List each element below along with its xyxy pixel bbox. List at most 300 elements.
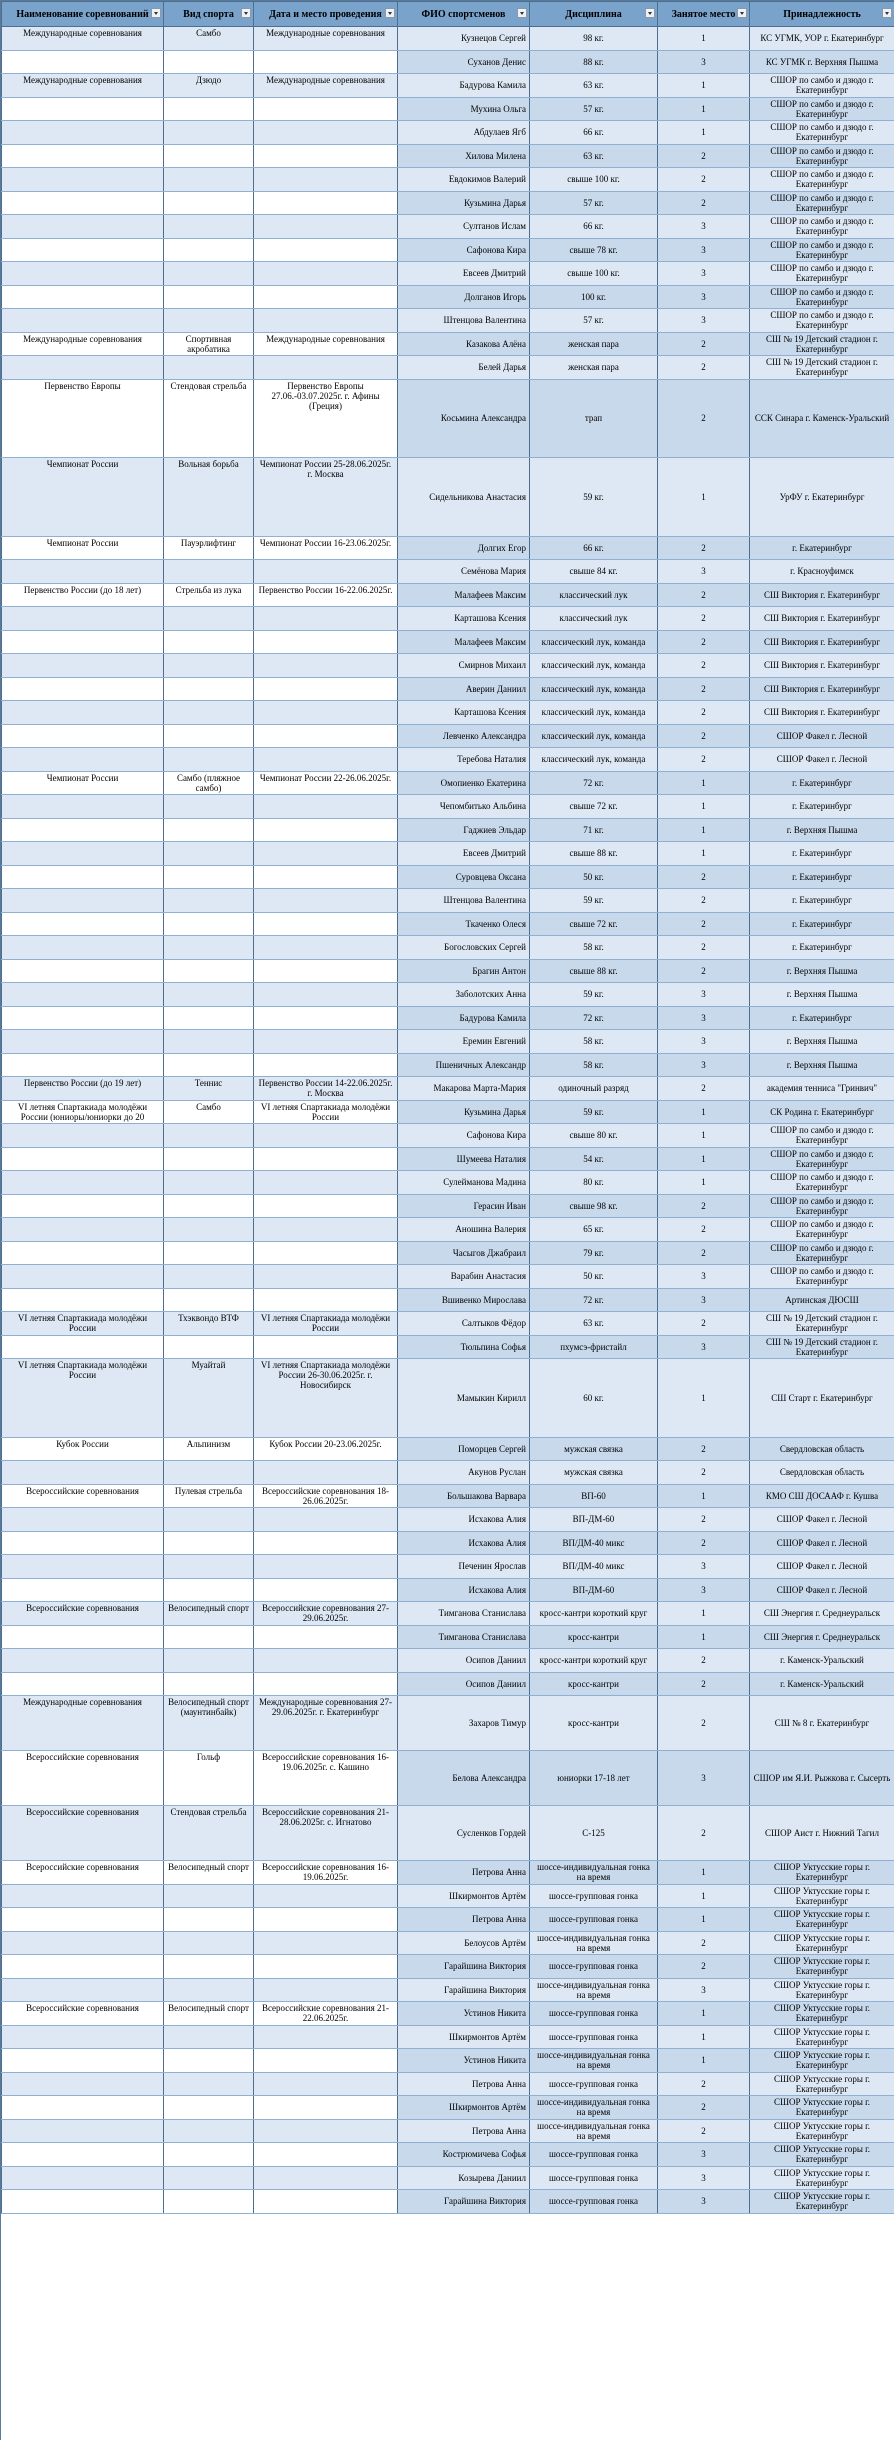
cell-competition[interactable] [2,1335,164,1359]
cell-date-place[interactable] [254,865,398,889]
cell-affiliation[interactable]: академия тенниса "Гринвич" [750,1077,894,1101]
cell-date-place[interactable] [254,1884,398,1908]
cell-date-place[interactable] [254,2049,398,2073]
cell-place[interactable]: 2 [658,1955,750,1979]
cell-competition[interactable] [2,1241,164,1265]
cell-sport[interactable] [164,1006,254,1030]
cell-sport[interactable] [164,1241,254,1265]
cell-place[interactable]: 1 [658,1908,750,1932]
cell-competition[interactable] [2,356,164,380]
cell-competition[interactable] [2,1461,164,1485]
cell-athlete[interactable]: Долгих Егор [398,536,530,560]
cell-sport[interactable]: Самбо [164,1100,254,1124]
cell-sport[interactable]: Самбо [164,27,254,51]
cell-athlete[interactable]: Исхакова Алия [398,1578,530,1602]
cell-competition[interactable] [2,654,164,678]
cell-date-place[interactable] [254,1124,398,1148]
cell-athlete[interactable]: Гарайшина Виктория [398,1978,530,2002]
cell-affiliation[interactable]: г. Екатеринбург [750,536,894,560]
cell-competition[interactable] [2,2096,164,2120]
cell-date-place[interactable] [254,1508,398,1532]
cell-discipline[interactable]: трап [530,379,658,458]
cell-discipline[interactable]: 72 кг. [530,1006,658,1030]
cell-place[interactable]: 2 [658,959,750,983]
cell-discipline[interactable]: ВП/ДМ-40 микс [530,1555,658,1579]
cell-athlete[interactable]: Бадурова Камила [398,74,530,98]
cell-discipline[interactable]: 63 кг. [530,1312,658,1336]
cell-date-place[interactable]: Первенство России 16-22.06.2025г. [254,583,398,607]
cell-sport[interactable]: Гольф [164,1751,254,1806]
cell-place[interactable]: 2 [658,1218,750,1242]
cell-date-place[interactable]: Международные соревнования [254,332,398,356]
cell-affiliation[interactable]: г. Екатеринбург [750,936,894,960]
cell-discipline[interactable]: кросс-кантри короткий круг [530,1649,658,1673]
cell-discipline[interactable]: шоссе-групповая гонка [530,2166,658,2190]
filter-dropdown-icon[interactable] [151,8,161,18]
cell-place[interactable]: 3 [658,983,750,1007]
cell-competition[interactable] [2,701,164,725]
cell-date-place[interactable] [254,912,398,936]
cell-date-place[interactable]: Чемпионат России 16-23.06.2025г. [254,536,398,560]
cell-place[interactable]: 2 [658,1077,750,1101]
cell-sport[interactable] [164,1625,254,1649]
cell-athlete[interactable]: Кострюмичева Софья [398,2143,530,2167]
cell-date-place[interactable]: Первенство Европы 27.06.-03.07.2025г. г. Афины (Греция) [254,379,398,458]
cell-sport[interactable] [164,309,254,333]
cell-date-place[interactable] [254,238,398,262]
cell-affiliation[interactable]: СШОР по самбо и дзюдо г. Екатеринбург [750,74,894,98]
cell-competition[interactable]: Чемпионат России [2,458,164,537]
cell-competition[interactable] [2,748,164,772]
cell-discipline[interactable]: 50 кг. [530,865,658,889]
cell-place[interactable]: 1 [658,458,750,537]
cell-affiliation[interactable]: СШОР по самбо и дзюдо г. Екатеринбург [750,238,894,262]
cell-competition[interactable] [2,1124,164,1148]
cell-date-place[interactable]: VI летняя Спартакиада молодёжи России [254,1312,398,1336]
cell-affiliation[interactable]: СШОР Факел г. Лесной [750,1578,894,1602]
cell-discipline[interactable]: 59 кг. [530,983,658,1007]
cell-sport[interactable]: Вольная борьба [164,458,254,537]
cell-affiliation[interactable]: г. Екатеринбург [750,912,894,936]
cell-date-place[interactable] [254,2143,398,2167]
cell-date-place[interactable] [254,168,398,192]
cell-competition[interactable]: Чемпионат России [2,536,164,560]
cell-affiliation[interactable]: СШ Виктория г. Екатеринбург [750,583,894,607]
cell-date-place[interactable] [254,1335,398,1359]
cell-discipline[interactable]: свыше 84 кг. [530,560,658,584]
cell-athlete[interactable]: Мамыкин Кирилл [398,1359,530,1438]
cell-discipline[interactable]: свыше 100 кг. [530,262,658,286]
cell-competition[interactable] [2,285,164,309]
cell-sport[interactable] [164,1555,254,1579]
cell-affiliation[interactable]: ССК Синара г. Каменск-Уральский [750,379,894,458]
cell-affiliation[interactable]: СШ Энергия г. Среднеуральск [750,1602,894,1626]
cell-place[interactable]: 2 [658,1241,750,1265]
cell-affiliation[interactable]: СШ № 19 Детский стадион г. Екатеринбург [750,332,894,356]
cell-date-place[interactable] [254,97,398,121]
cell-sport[interactable] [164,2190,254,2214]
cell-competition[interactable] [2,1171,164,1195]
cell-discipline[interactable]: классический лук [530,607,658,631]
cell-discipline[interactable]: 71 кг. [530,818,658,842]
column-header-place[interactable] [658,2,750,27]
cell-place[interactable]: 2 [658,1696,750,1751]
cell-sport[interactable] [164,630,254,654]
cell-date-place[interactable] [254,607,398,631]
cell-sport[interactable]: Стендовая стрельба [164,379,254,458]
cell-affiliation[interactable]: СШОР по самбо и дзюдо г. Екатеринбург [750,1265,894,1289]
cell-competition[interactable] [2,912,164,936]
cell-competition[interactable]: Всероссийские соревнования [2,1751,164,1806]
cell-affiliation[interactable]: Свердловская область [750,1437,894,1461]
filter-dropdown-icon[interactable] [645,8,655,18]
cell-date-place[interactable]: Международные соревнования 27-29.06.2025г. г. Екатеринбург [254,1696,398,1751]
cell-discipline[interactable]: свыше 100 кг. [530,168,658,192]
cell-discipline[interactable]: шоссе-групповая гонка [530,2072,658,2096]
cell-place[interactable]: 3 [658,2166,750,2190]
cell-sport[interactable] [164,959,254,983]
cell-date-place[interactable] [254,1578,398,1602]
cell-competition[interactable] [2,1908,164,1932]
cell-competition[interactable] [2,2119,164,2143]
cell-date-place[interactable] [254,1931,398,1955]
cell-date-place[interactable] [254,1006,398,1030]
cell-competition[interactable] [2,1884,164,1908]
cell-affiliation[interactable]: г. Екатеринбург [750,771,894,795]
cell-athlete[interactable]: Белей Дарья [398,356,530,380]
filter-dropdown-icon[interactable] [241,8,251,18]
cell-discipline[interactable]: шоссе-групповая гонка [530,1884,658,1908]
cell-discipline[interactable]: классический лук [530,583,658,607]
cell-competition[interactable] [2,1194,164,1218]
cell-date-place[interactable] [254,701,398,725]
cell-athlete[interactable]: Малафеев Максим [398,583,530,607]
cell-discipline[interactable]: ВП-ДМ-60 [530,1578,658,1602]
filter-dropdown-icon[interactable] [737,8,747,18]
cell-sport[interactable] [164,2049,254,2073]
cell-sport[interactable] [164,1884,254,1908]
filter-dropdown-icon[interactable] [882,8,892,18]
cell-competition[interactable] [2,630,164,654]
cell-competition[interactable]: Международные соревнования [2,1696,164,1751]
cell-sport[interactable] [164,889,254,913]
cell-sport[interactable] [164,1578,254,1602]
cell-competition[interactable]: Всероссийские соревнования [2,2002,164,2026]
cell-athlete[interactable]: Брагин Антон [398,959,530,983]
cell-affiliation[interactable]: г. Екатеринбург [750,889,894,913]
cell-date-place[interactable] [254,1461,398,1485]
cell-place[interactable]: 2 [658,1437,750,1461]
cell-discipline[interactable]: свыше 72 кг. [530,912,658,936]
cell-place[interactable]: 3 [658,215,750,239]
cell-discipline[interactable]: шоссе-групповая гонка [530,2143,658,2167]
cell-discipline[interactable]: 54 кг. [530,1147,658,1171]
cell-affiliation[interactable]: КС УГМК, УОР г. Екатеринбург [750,27,894,51]
cell-date-place[interactable]: Первенство России 14-22.06.2025г. г. Москва [254,1077,398,1101]
cell-affiliation[interactable]: СШОР Уктусские горы г. Екатеринбург [750,2096,894,2120]
cell-date-place[interactable] [254,144,398,168]
cell-date-place[interactable] [254,309,398,333]
cell-affiliation[interactable]: СШ № 8 г. Екатеринбург [750,1696,894,1751]
cell-competition[interactable] [2,1006,164,1030]
cell-discipline[interactable]: 50 кг. [530,1265,658,1289]
cell-place[interactable]: 2 [658,1806,750,1861]
cell-athlete[interactable]: Акунов Руслан [398,1461,530,1485]
cell-competition[interactable] [2,1508,164,1532]
cell-competition[interactable] [2,1978,164,2002]
cell-competition[interactable]: Первенство России (до 19 лет) [2,1077,164,1101]
cell-date-place[interactable] [254,959,398,983]
cell-affiliation[interactable]: СШОР Уктусские горы г. Екатеринбург [750,2166,894,2190]
cell-sport[interactable]: Альпинизм [164,1437,254,1461]
cell-competition[interactable] [2,2072,164,2096]
cell-discipline[interactable]: свыше 88 кг. [530,842,658,866]
cell-affiliation[interactable]: КМО СШ ДОСААФ г. Кушва [750,1484,894,1508]
cell-discipline[interactable]: 88 кг. [530,50,658,74]
cell-sport[interactable]: Муайтай [164,1359,254,1438]
cell-place[interactable]: 3 [658,285,750,309]
cell-competition[interactable]: Международные соревнования [2,332,164,356]
cell-place[interactable]: 2 [658,1461,750,1485]
cell-athlete[interactable]: Абдулаев Ягб [398,121,530,145]
cell-affiliation[interactable]: СШОР Уктусские горы г. Екатеринбург [750,2072,894,2096]
cell-discipline[interactable]: С-125 [530,1806,658,1861]
cell-sport[interactable] [164,701,254,725]
cell-discipline[interactable]: свыше 98 кг. [530,1194,658,1218]
cell-place[interactable]: 1 [658,121,750,145]
cell-athlete[interactable]: Косьмина Александра [398,379,530,458]
cell-place[interactable]: 2 [658,1508,750,1532]
cell-date-place[interactable] [254,2072,398,2096]
cell-discipline[interactable]: шоссе-групповая гонка [530,2002,658,2026]
cell-competition[interactable] [2,262,164,286]
cell-sport[interactable] [164,818,254,842]
cell-competition[interactable] [2,1931,164,1955]
cell-discipline[interactable]: юниорки 17-18 лет [530,1751,658,1806]
cell-athlete[interactable]: Евсеев Дмитрий [398,262,530,286]
cell-place[interactable]: 2 [658,332,750,356]
cell-discipline[interactable]: 98 кг. [530,27,658,51]
cell-sport[interactable] [164,1194,254,1218]
cell-place[interactable]: 3 [658,1006,750,1030]
cell-athlete[interactable]: Большакова Варвара [398,1484,530,1508]
cell-place[interactable]: 2 [658,379,750,458]
cell-athlete[interactable]: Исхакова Алия [398,1508,530,1532]
column-header-date-place[interactable] [254,2,398,27]
cell-competition[interactable]: Всероссийские соревнования [2,1861,164,1885]
cell-discipline[interactable]: шоссе-индивидуальная гонка на время [530,1931,658,1955]
cell-competition[interactable]: Всероссийские соревнования [2,1602,164,1626]
cell-date-place[interactable] [254,1908,398,1932]
cell-sport[interactable] [164,748,254,772]
cell-place[interactable]: 1 [658,1625,750,1649]
cell-discipline[interactable]: кросс-кантри короткий круг [530,1602,658,1626]
cell-date-place[interactable] [254,795,398,819]
cell-athlete[interactable]: Исхакова Алия [398,1531,530,1555]
cell-place[interactable]: 2 [658,536,750,560]
cell-date-place[interactable]: Всероссийские соревнования 16-19.06.2025г. [254,1861,398,1885]
cell-affiliation[interactable]: СШ Виктория г. Екатеринбург [750,677,894,701]
cell-competition[interactable] [2,97,164,121]
cell-athlete[interactable]: Теребова Наталия [398,748,530,772]
cell-athlete[interactable]: Мухина Ольга [398,97,530,121]
cell-discipline[interactable]: 59 кг. [530,458,658,537]
cell-place[interactable]: 2 [658,191,750,215]
cell-affiliation[interactable]: СШ Виктория г. Екатеринбург [750,654,894,678]
cell-discipline[interactable]: 57 кг. [530,97,658,121]
cell-place[interactable]: 2 [658,1312,750,1336]
cell-place[interactable]: 1 [658,1171,750,1195]
cell-discipline[interactable]: 72 кг. [530,771,658,795]
cell-sport[interactable]: Велосипедный спорт (маунтинбайк) [164,1696,254,1751]
cell-discipline[interactable]: свыше 88 кг. [530,959,658,983]
cell-discipline[interactable]: классический лук, команда [530,677,658,701]
cell-competition[interactable]: VI летняя Спартакиада молодёжи России (юниоры/юниорки до 20 [2,1100,164,1124]
cell-sport[interactable] [164,912,254,936]
cell-affiliation[interactable]: СШОР по самбо и дзюдо г. Екатеринбург [750,262,894,286]
cell-discipline[interactable]: шоссе-групповая гонка [530,2190,658,2214]
cell-discipline[interactable]: одиночный разряд [530,1077,658,1101]
cell-competition[interactable] [2,842,164,866]
cell-affiliation[interactable]: СШОР Уктусские горы г. Екатеринбург [750,1884,894,1908]
cell-affiliation[interactable]: г. Каменск-Уральский [750,1649,894,1673]
cell-place[interactable]: 1 [658,2049,750,2073]
cell-place[interactable]: 2 [658,748,750,772]
cell-discipline[interactable]: кросс-кантри [530,1672,658,1696]
cell-sport[interactable] [164,983,254,1007]
cell-sport[interactable]: Тхэквондо ВТФ [164,1312,254,1336]
cell-place[interactable]: 1 [658,97,750,121]
cell-date-place[interactable] [254,285,398,309]
cell-sport[interactable] [164,2119,254,2143]
cell-affiliation[interactable]: СШОР по самбо и дзюдо г. Екатеринбург [750,191,894,215]
cell-competition[interactable]: Чемпионат России [2,771,164,795]
column-header-affiliation[interactable] [750,2,894,27]
cell-place[interactable]: 1 [658,1124,750,1148]
cell-discipline[interactable]: шоссе-групповая гонка [530,2025,658,2049]
cell-athlete[interactable]: Тимганова Станислава [398,1625,530,1649]
cell-date-place[interactable] [254,191,398,215]
cell-discipline[interactable]: 80 кг. [530,1171,658,1195]
cell-date-place[interactable] [254,1288,398,1312]
cell-place[interactable]: 1 [658,1861,750,1885]
cell-place[interactable]: 2 [658,144,750,168]
cell-date-place[interactable] [254,1053,398,1077]
cell-competition[interactable]: VI летняя Спартакиада молодёжи России [2,1312,164,1336]
cell-sport[interactable] [164,50,254,74]
cell-athlete[interactable]: Карташова Ксения [398,607,530,631]
cell-place[interactable]: 1 [658,818,750,842]
cell-date-place[interactable] [254,1171,398,1195]
cell-date-place[interactable] [254,1978,398,2002]
cell-place[interactable]: 1 [658,771,750,795]
cell-affiliation[interactable]: г. Верхняя Пышма [750,818,894,842]
cell-sport[interactable] [164,1931,254,1955]
cell-affiliation[interactable]: СШОР по самбо и дзюдо г. Екатеринбург [750,1241,894,1265]
cell-place[interactable]: 2 [658,630,750,654]
cell-discipline[interactable]: классический лук, команда [530,748,658,772]
cell-date-place[interactable] [254,842,398,866]
cell-discipline[interactable]: 66 кг. [530,121,658,145]
cell-date-place[interactable]: Кубок России 20-23.06.2025г. [254,1437,398,1461]
cell-competition[interactable] [2,1531,164,1555]
cell-discipline[interactable]: классический лук, команда [530,724,658,748]
cell-competition[interactable] [2,1672,164,1696]
cell-place[interactable]: 2 [658,936,750,960]
cell-athlete[interactable]: Варабин Анастасия [398,1265,530,1289]
cell-athlete[interactable]: Кузьмина Дарья [398,1100,530,1124]
cell-discipline[interactable]: 59 кг. [530,1100,658,1124]
cell-place[interactable]: 2 [658,2072,750,2096]
cell-affiliation[interactable]: г. Верхняя Пышма [750,1030,894,1054]
cell-sport[interactable]: Дзюдо [164,74,254,98]
cell-place[interactable]: 1 [658,1484,750,1508]
cell-place[interactable]: 2 [658,724,750,748]
cell-competition[interactable] [2,1053,164,1077]
cell-athlete[interactable]: Сусленков Гордей [398,1806,530,1861]
cell-sport[interactable] [164,2072,254,2096]
cell-place[interactable]: 2 [658,701,750,725]
cell-discipline[interactable]: 63 кг. [530,144,658,168]
cell-competition[interactable] [2,959,164,983]
cell-affiliation[interactable]: СШОР Факел г. Лесной [750,724,894,748]
cell-date-place[interactable] [254,1241,398,1265]
cell-affiliation[interactable]: СШОР по самбо и дзюдо г. Екатеринбург [750,215,894,239]
cell-affiliation[interactable]: г. Каменск-Уральский [750,1672,894,1696]
cell-discipline[interactable]: свыше 80 кг. [530,1124,658,1148]
cell-athlete[interactable]: Гарайшина Виктория [398,2190,530,2214]
cell-date-place[interactable]: Международные соревнования [254,74,398,98]
cell-athlete[interactable]: Вшивенко Мирослава [398,1288,530,1312]
cell-affiliation[interactable]: СШОР по самбо и дзюдо г. Екатеринбург [750,97,894,121]
cell-affiliation[interactable]: г. Екатеринбург [750,842,894,866]
cell-place[interactable]: 3 [658,309,750,333]
cell-athlete[interactable]: Петрова Анна [398,1861,530,1885]
cell-competition[interactable] [2,50,164,74]
cell-sport[interactable]: Пулевая стрельба [164,1484,254,1508]
cell-athlete[interactable]: Штенцова Валентина [398,309,530,333]
cell-athlete[interactable]: Макарова Марта-Мария [398,1077,530,1101]
cell-athlete[interactable]: Осипов Даниил [398,1649,530,1673]
cell-athlete[interactable]: Шкирмонтов Артём [398,2025,530,2049]
cell-place[interactable]: 1 [658,1602,750,1626]
cell-affiliation[interactable]: г. Екатеринбург [750,795,894,819]
cell-competition[interactable] [2,795,164,819]
cell-discipline[interactable]: 100 кг. [530,285,658,309]
cell-discipline[interactable]: шоссе-индивидуальная гонка на время [530,1861,658,1885]
cell-date-place[interactable] [254,215,398,239]
cell-athlete[interactable]: Суханов Денис [398,50,530,74]
cell-place[interactable]: 3 [658,50,750,74]
cell-discipline[interactable]: мужская связка [530,1461,658,1485]
cell-date-place[interactable] [254,2096,398,2120]
cell-sport[interactable] [164,238,254,262]
cell-discipline[interactable]: 59 кг. [530,889,658,913]
cell-date-place[interactable] [254,1955,398,1979]
cell-place[interactable]: 1 [658,27,750,51]
cell-discipline[interactable]: 58 кг. [530,1030,658,1054]
cell-date-place[interactable] [254,630,398,654]
cell-date-place[interactable] [254,1672,398,1696]
cell-place[interactable]: 3 [658,1053,750,1077]
cell-date-place[interactable] [254,356,398,380]
cell-sport[interactable] [164,1978,254,2002]
cell-place[interactable]: 3 [658,262,750,286]
cell-date-place[interactable] [254,1218,398,1242]
cell-affiliation[interactable]: г. Екатеринбург [750,1006,894,1030]
cell-affiliation[interactable]: СШОР им Я.И. Рыжкова г. Сысерть [750,1751,894,1806]
cell-athlete[interactable]: Шкирмонтов Артём [398,1884,530,1908]
